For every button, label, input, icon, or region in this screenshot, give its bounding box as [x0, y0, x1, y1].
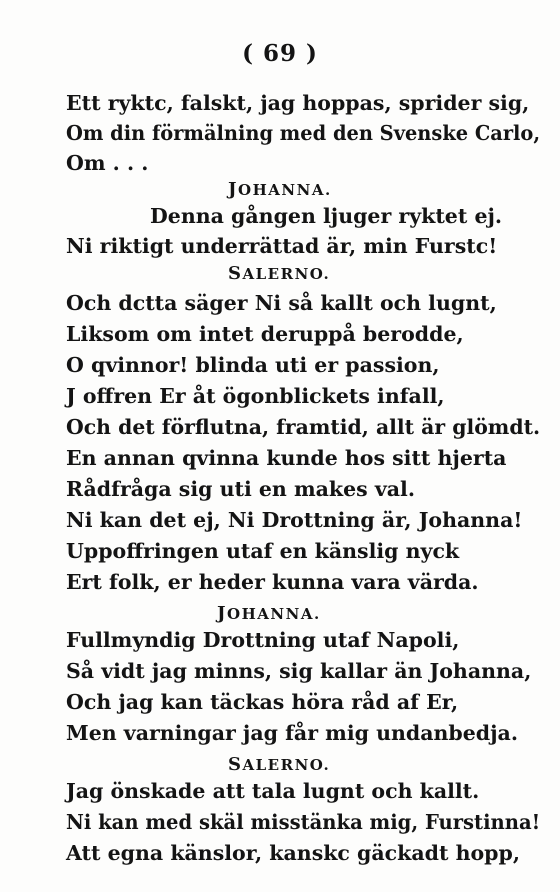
verse-line: Att egna känslor, kanskc gäckadt hopp,: [66, 841, 520, 865]
verse-line: Så vidt jag minns, sig kallar än Johanna,: [66, 659, 532, 683]
verse-line: Och det förflutna, framtid, allt är glömdt.: [66, 415, 541, 439]
verse-line: Och jag kan täckas höra råd af Er,: [66, 690, 459, 714]
verse-line: En annan qvinna kunde hos sitt hjerta: [66, 446, 507, 470]
verse-line: Och dctta säger Ni så kallt och lugnt,: [66, 291, 497, 315]
verse-line: Men varningar jag får mig undanbedja.: [66, 721, 518, 745]
speaker-name: SALERNO.: [228, 754, 331, 775]
verse-line: Denna gången ljuger ryktet ej.: [150, 204, 503, 228]
verse-line: Uppoffringen utaf en känslig nyck: [66, 539, 460, 563]
verse-line: Om din förmälning med den Svenske Carlo,: [66, 121, 541, 145]
page-number: ( 69 ): [242, 40, 318, 67]
speaker-name: JOHANNA.: [228, 179, 332, 200]
verse-line: Ert folk, er heder kunna vara värda.: [66, 570, 479, 594]
speaker-name: SALERNO.: [228, 263, 331, 284]
verse-line: Ni riktigt underrättad är, min Furstc!: [66, 234, 498, 258]
verse-line: Ni kan med skäl misstänka mig, Furstinna!: [66, 810, 541, 834]
verse-line: O qvinnor! blinda uti er passion,: [66, 353, 440, 377]
verse-line: Liksom om intet deruppå berodde,: [66, 322, 464, 346]
verse-line: Om . . .: [66, 151, 149, 175]
speaker-name: JOHANNA.: [217, 603, 321, 624]
verse-line: Rådfråga sig uti en makes val.: [66, 477, 415, 501]
verse-line: Jag önskade att tala lugnt och kallt.: [66, 779, 480, 803]
verse-line: Ett ryktc, falskt, jag hoppas, sprider sig,: [66, 91, 530, 115]
verse-line: Ni kan det ej, Ni Drottning är, Johanna!: [66, 508, 523, 532]
verse-line: Fullmyndig Drottning utaf Napoli,: [66, 628, 460, 652]
verse-line: J offren Er åt ögonblickets infall,: [66, 384, 445, 408]
